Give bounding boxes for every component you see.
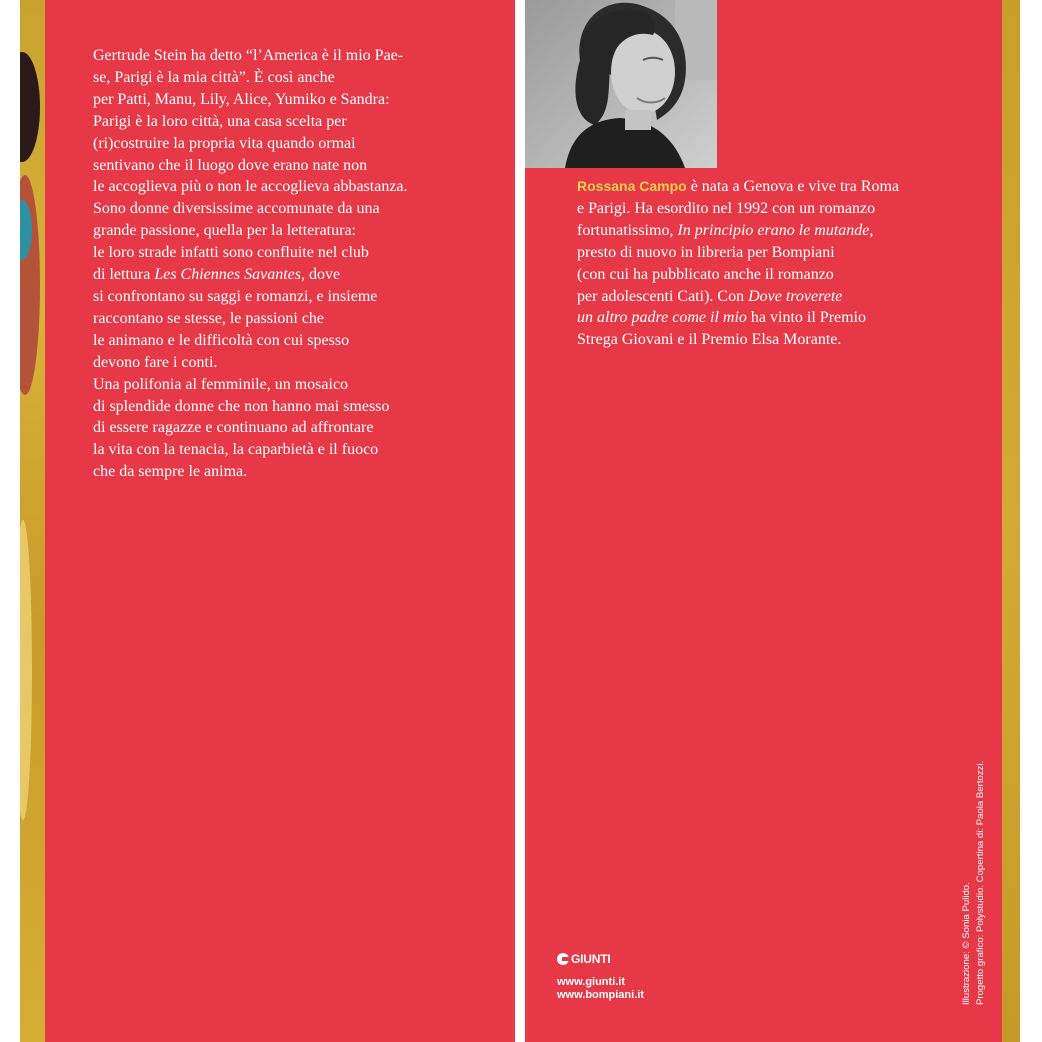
blurb-text: , dove [300, 266, 341, 284]
blurb-line: di splendide donne che non hanno mai smesso [93, 397, 390, 415]
blurb-line: raccontano se stesse, le passioni che [93, 309, 325, 327]
blurb-line: Una polifonia al femminile, un mosaico [93, 375, 349, 393]
spine-edge-strip [1002, 0, 1020, 1042]
publisher-block [557, 952, 644, 1002]
illustration-dark-shape [20, 52, 40, 162]
blurb-line: per Patti, Manu, Lily, Alice, Yumiko e Sandra: [93, 90, 390, 108]
bompiani-url[interactable]: www.bompiani.it [557, 989, 644, 1001]
bio-text: è nata a Genova e vive tra Roma [686, 178, 900, 195]
club-title: Les Chiennes Savantes [154, 266, 301, 284]
blurb-line: Sono donne diversissime accomunate da una [93, 200, 380, 218]
bio-line [577, 286, 977, 308]
novel-title: Dove troverete [748, 287, 843, 305]
author-name: Rossana Campo [577, 178, 687, 194]
blurb-text: di lettura [93, 266, 155, 284]
novel-title: un altro padre come il mio [577, 309, 747, 327]
blurb-line: la vita con la tenacia, la caparbietà e il fuoco [93, 441, 379, 459]
blurb-line: si confrontano su saggi e romanzi, e insieme [93, 287, 378, 305]
illustration-pale-shape [20, 520, 32, 820]
bio-line: Strega Giovani e il Premio Elsa Morante. [577, 331, 842, 349]
giunti-logo-text: GIUNTI [571, 952, 611, 966]
bio-text: , [869, 221, 874, 239]
blurb-line: grande passione, quella per la letteratura: [93, 222, 356, 240]
bio-line: (con cui ha pubblicato anche il romanzo [577, 265, 834, 283]
blurb-line [93, 264, 483, 286]
giunti-url[interactable]: www.giunti.it [557, 976, 626, 988]
blurb-line: Parigi è la loro città, una casa scelta per [93, 112, 347, 130]
blurb-line: le accoglieva più o non le accoglieva abbastanza. [93, 178, 408, 196]
giunti-logo [557, 952, 644, 966]
blurb-line: (ri)costruire la propria vita quando ormai [93, 134, 356, 152]
author-photo [525, 0, 717, 168]
bio-text: fortunatissimo, [577, 221, 678, 239]
blurb-line: di essere ragazze e continuano ad affrontare [93, 419, 374, 437]
giunti-logo-icon [557, 953, 569, 965]
bio-line [577, 176, 977, 198]
cover-credits [960, 745, 992, 1005]
bio-line: presto di nuovo in libreria per Bompiani [577, 243, 835, 261]
bio-line [577, 220, 977, 242]
blurb-line: devono fare i conti. [93, 353, 218, 371]
bio-line: e Parigi. Ha esordito nel 1992 con un romanzo [577, 199, 876, 217]
blurb-line: le loro strade infatti sono confluite nel club [93, 244, 369, 262]
cover-illustration-strip [20, 0, 45, 1042]
publisher-urls [557, 976, 644, 1002]
book-blurb [93, 45, 483, 483]
bio-line [577, 307, 977, 329]
blurb-line: se, Parigi è la mia città”. È così anche [93, 68, 335, 86]
bio-text: per adolescenti Cati). Con [577, 287, 749, 305]
fold-divider [515, 0, 525, 1042]
author-bio [577, 176, 977, 351]
blurb-line: le animano e le difficoltà con cui spesso [93, 331, 350, 349]
blurb-line: sentivano che il luogo dove erano nate non [93, 156, 368, 174]
novel-title: In principio erano le mutande [677, 221, 870, 239]
illustration-credit: Illustrazione: © Sonia Pulido. [961, 882, 972, 1005]
blurb-line: Gertrude Stein ha detto “l’America è il mio Pae- [93, 47, 404, 64]
blurb-line: che da sempre le anima. [93, 463, 248, 481]
design-credit: Progetto grafico: Polystudio. Copertina di: Paola Bertozzi. [975, 760, 986, 1005]
author-portrait-image [525, 0, 717, 168]
bio-text: ha vinto il Premio [746, 309, 867, 327]
